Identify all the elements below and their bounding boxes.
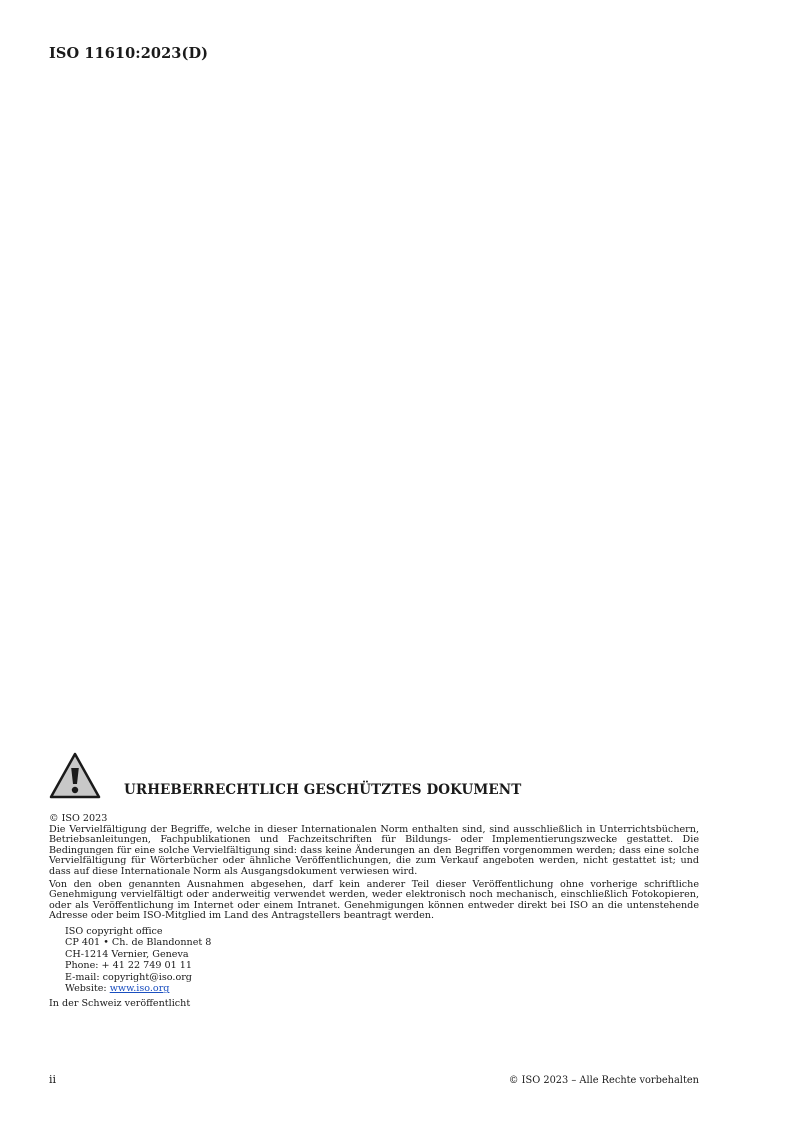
copyright-line: © ISO 2023 xyxy=(49,813,108,824)
address-street: CP 401 • Ch. de Blandonnet 8 xyxy=(65,937,212,949)
published-in: In der Schweiz veröffentlicht xyxy=(49,997,191,1009)
copyright-office-address xyxy=(49,926,699,995)
address-email: E-mail: copyright@iso.org xyxy=(65,971,192,983)
address-city: CH-1214 Vernier, Geneva xyxy=(65,948,189,960)
copyright-notice xyxy=(49,752,699,1010)
warning-triangle-icon xyxy=(49,752,101,799)
copyright-heading-row xyxy=(49,752,699,800)
page-number: ii xyxy=(49,1073,57,1086)
copyright-heading: URHEBERRECHTLICH GESCHÜTZTES DOKUMENT xyxy=(124,782,522,798)
address-office: ISO copyright office xyxy=(65,925,163,937)
reproduction-paragraph: Die Vervielfältigung der Begriffe, welche in dieser Internationalen Norm enthalten sind, sind ausschließlich in Unterrichtsbüchern, Betriebsanleitungen, Fachpublikationen und Fachzeitschriften für Bildungs- oder Implementierungszwecke gestattet. Die Bedingungen für eine solche Vervielfältigung sind: dass keine Änderungen an den Begriffen vorgenommen werden; dass eine solche Vervielfältigung für Wörterbücher oder ähnliche Veröffentlichungen, die zum Verkauf angeboten werden, nicht gestattet ist; und dass auf diese Internationale Norm als Ausgangsdokument verwiesen wird. xyxy=(49,823,699,877)
permission-paragraph: Von den oben genannten Ausnahmen abgesehen, darf kein anderer Teil dieser Veröffentlichung ohne vorherige schriftliche Genehmigung vervielfältigt oder anderweitig verwendet werden, weder elektronisch noch mechanisch, einschließlich Fotokopieren, oder als Veröffentlichung im Internet oder einem Intranet. Genehmigungen können entweder direkt bei ISO an die untenstehende Adresse oder beim ISO-Mitglied im Land des Antragstellers beantragt werden. xyxy=(49,878,699,922)
website-label: Website: xyxy=(65,983,110,995)
footer-rights: © ISO 2023 – Alle Rechte vorbehalten xyxy=(508,1075,699,1086)
address-website xyxy=(65,983,699,995)
document-id: ISO 11610:2023(D) xyxy=(49,45,209,62)
website-link[interactable]: www.iso.org xyxy=(109,983,170,995)
address-phone: Phone: + 41 22 749 01 11 xyxy=(65,960,192,972)
